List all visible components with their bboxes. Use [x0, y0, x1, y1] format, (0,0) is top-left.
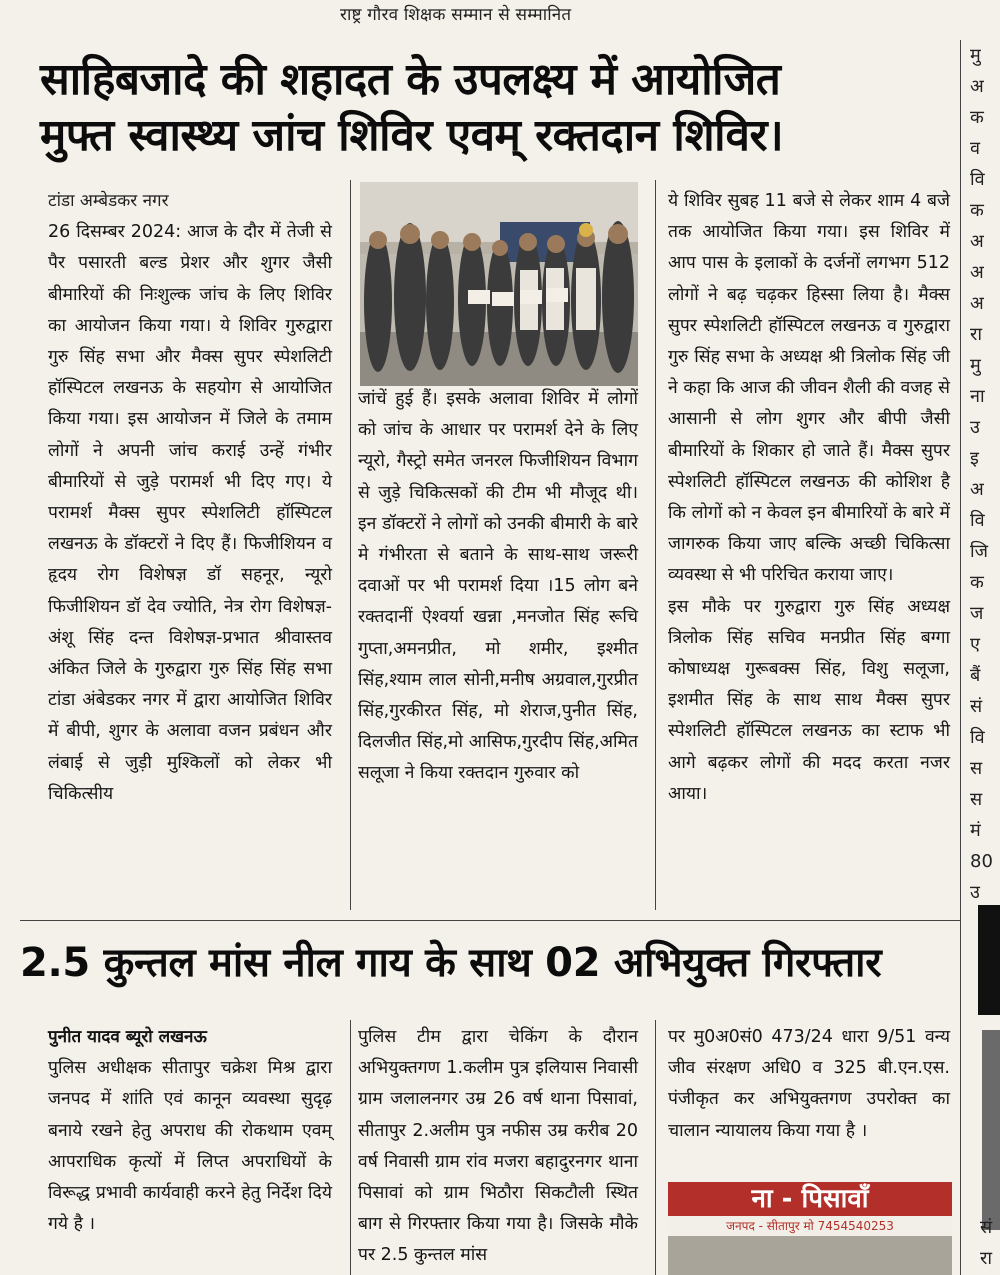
edge-fragment: अ — [970, 479, 984, 500]
edge-fragment: वि — [970, 727, 985, 748]
edge-fragment: वि — [970, 510, 985, 531]
edge-fragment: व — [970, 138, 981, 159]
edge-fragment: रा — [980, 1248, 993, 1269]
edge-fragment: इ — [970, 448, 979, 469]
article2-col2-text: पुलिस टीम द्वारा चेकिंग के दौरान अभियुक्तगण 1.कलीम पुत्र इलियास निवासी ग्राम जलालनगर उम्र 26 वर्ष थाना पिसावां, सीतापुर 2.अलीम पुत्र नफीस उम्र करीब 20 वर्ष निवासी ग्राम रांव मजरा बहादुरनगर थाना पिसावां को ग्राम भिठौरा सिकटौली स्थित बाग से गिरफ्तार किया गया है। जिसके मौके पर 2.5 कुन्तल मांस — [358, 1027, 638, 1266]
article1-column-2 — [358, 384, 638, 790]
edge-fragment: सं — [980, 1217, 993, 1238]
adjacent-photo-fragment — [982, 1030, 1000, 1230]
article1-headline — [40, 52, 960, 164]
edge-fragment: क — [970, 107, 984, 128]
edge-fragment: अ — [970, 76, 984, 97]
article2-column-1 — [48, 1022, 332, 1240]
edge-fragment: उ — [970, 882, 980, 903]
column-rule-4 — [655, 1020, 656, 1275]
police-station-sign-subtitle: जनपद - सीतापुर मो 7454540253 — [668, 1216, 952, 1236]
article1-dateline: टांडा अम्बेडकर नगर — [48, 191, 169, 211]
edge-fragment: अ — [970, 262, 984, 283]
article2-headline: 2.5 कुन्तल मांस नील गाय के साथ 02 अभियुक्त गिरफ्तार — [20, 940, 882, 986]
edge-fragment: रा — [970, 324, 983, 345]
column-rule-1 — [350, 180, 351, 910]
police-station-photo — [668, 1182, 952, 1275]
article2-column-3 — [668, 1022, 950, 1147]
edge-fragment: जि — [970, 541, 989, 562]
column-rule-3 — [350, 1020, 351, 1275]
article1-col3-text-1: ये शिविर सुबह 11 बजे से लेकर शाम 4 बजे तक आयोजित किया गया। इस शिविर में आप पास के इलाकों के दर्जनों लगभग 512 लोगों ने बढ़ चढ़कर हिस्सा लिया है। मैक्स सुपर स्पेशलिटी हॉस्पिटल लखनऊ व गुरुद्वारा गुरु सिंह सभा के अध्यक्ष श्री त्रिलोक सिंह जी ने कहा कि आज की जीवन शैली की वजह से आसानी से लोग शुगर और बीपी जैसी बीमारियों के शिकार हो जाते हैं। मैक्स सुपर स्पेशलिटी हॉस्पिटल लखनऊ की कोशिश है कि लोगों को न केवल इन बीमारियों के बारे में जागरुक किया जाए बल्कि अच्छी चिकित्सा व्यवस्था से भी परिचित कराया जाए। — [668, 191, 950, 586]
article1-headline-line2: मुफ्त स्वास्थ्य जांच शिविर एवम् रक्तदान शिविर। — [40, 110, 784, 161]
article1-column-1 — [48, 186, 332, 810]
edge-fragment: स — [970, 758, 983, 779]
edge-fragment: अ — [970, 293, 984, 314]
article1-col2-text: जांचें हुई हैं। इसके अलावा शिविर में लोगों को जांच के आधार पर परामर्श देने के लिए न्यूरो, गैस्ट्रो समेत जनरल फिजीशियन विभाग से जुड़े चिकित्सकों की टीम भी मौजूद थी। इन डॉक्टरों ने लोगों को उनकी बीमारी के बारे मे गंभीरता से बताने के साथ-साथ जरूरी दवाओं पर भी परामर्श दिया ।15 लोग बने रक्तदानीं ऐश्वर्या खन्ना ,मनजोत सिंह रूचि गुप्ता,अमनप्रीत, मो शमीर, इश्मीत सिंह,श्याम लाल सोनी,मनीष अग्रवाल,गुरप्रीत सिंह,गुरकीरत सिंह, मो शेराज,पुनीत सिंह, दिलजीत सिंह,मो आसिफ,गुरदीप सिंह,अमित सलूजा ने किया रक्तदान गुरुवार को — [358, 389, 638, 784]
article2-col3-text: पर मु0अ0सं0 473/24 धारा 9/51 वन्य जीव संरक्षण अधि0 व 325 बी.एन.एस. पंजीकृत कर अभियुक्तगण उपरोक्त का चालान न्यायालय किया गया है । — [668, 1027, 950, 1141]
top-caption: राष्ट्र गौरव शिक्षक सम्मान से सम्मानित — [340, 5, 572, 25]
page-edge-rule — [960, 40, 961, 1275]
edge-fragment: वि — [970, 169, 985, 190]
edge-fragment: मु — [970, 45, 981, 66]
edge-fragment: ना — [970, 386, 985, 407]
adjacent-headline-fragment — [978, 905, 1000, 1015]
adjacent-column-fragments — [970, 40, 1000, 908]
article2-column-2 — [358, 1022, 638, 1272]
edge-fragment: क — [970, 200, 984, 221]
edge-fragment: स — [970, 789, 983, 810]
article-separator — [20, 920, 960, 921]
article1-col3-text-2: इस मौके पर गुरुद्वारा गुरु सिंह अध्यक्ष त्रिलोक सिंह सचिव मनप्रीत सिंह बग्गा कोषाध्यक्ष गुरूबक्स सिंह, विशु सलूजा, इशमीत सिंह के साथ साथ मैक्स सुपर स्पेशलिटी हॉस्पिटल लखनऊ का स्टाफ भी आगे बढ़कर लोगों की मदद करता नजर आया। — [668, 596, 950, 804]
event-photo — [360, 182, 638, 386]
article2-byline: पुनीत यादव ब्यूरो लखनऊ — [48, 1027, 207, 1047]
article1-column-3 — [668, 186, 950, 810]
edge-fragment: मं — [970, 820, 981, 841]
article1-headline-line1: साहिबजादे की शहादत के उपलक्ष्य में आयोजित — [40, 54, 781, 105]
police-station-sign: ना - पिसावाँ — [668, 1182, 952, 1216]
article2-col1-text: पुलिस अधीक्षक सीतापुर चक्रेश मिश्र द्वारा जनपद में शांति एवं कानून व्यवस्था सुदृढ़ बनाये रखने हेतु अपराध की रोकथाम एवम् आपराधिक कृत्यों में लिप्त अपराधियों के विरूद्ध प्रभावी कार्यवाही करने हेतु निर्देश दिये गये है । — [48, 1058, 332, 1235]
police-station-interior — [668, 1236, 952, 1275]
edge-fragment: मु — [970, 355, 981, 376]
edge-fragment: ए — [970, 634, 980, 655]
edge-fragment: अ — [970, 231, 984, 252]
edge-fragment: सं — [970, 696, 983, 717]
edge-fragment: 80 — [970, 851, 993, 872]
edge-fragment: उ — [970, 417, 980, 438]
adjacent-bottom-fragments — [980, 1212, 1000, 1274]
column-rule-2 — [655, 180, 656, 910]
edge-fragment: बैं — [970, 665, 981, 686]
edge-fragment: क — [970, 572, 984, 593]
event-photo-illustration — [360, 182, 638, 386]
article1-col1-text: 26 दिसम्बर 2024: आज के दौर में तेजी से पैर पसारती बल्ड प्रेशर और शुगर जैसी बीमारियों की निःशुल्क जांच के लिए शिविर का आयोजन किया गया। ये शिविर गुरुद्वारा गुरु सिंह सभा और मैक्स सुपर स्पेशलिटी हॉस्पिटल लखनऊ के सहयोग से आयोजित किया गया। इस आयोजन में जिले के तमाम लोगों ने अपनी जांच कराई उन्हें गंभीर बीमारियों से जुड़े परामर्श भी दिए गए। ये परामर्श मैक्स सुपर स्पेशलिटी हॉस्पिटल लखनऊ के डॉक्टरों ने दिए हैं। फिजीशियन व हृदय रोग विशेषज्ञ डॉ सहनूर, न्यूरो फिजीशियन डॉ देव ज्योति, नेत्र रोग विशेषज्ञ-अंशू सिंह दन्त विशेषज्ञ-प्रभात श्रीवास्तव अंकित जिले के गुरुद्वारा गुरु सिंह सिंह सभा टांडा अंबेडकर नगर में द्वारा आयोजित शिविर में बीपी, शुगर के अलावा वजन प्रबंधन और लंबाई से जुड़ी मुश्किलों को लेकर भी चिकित्सीय — [48, 222, 332, 804]
edge-fragment: ज — [970, 603, 984, 624]
